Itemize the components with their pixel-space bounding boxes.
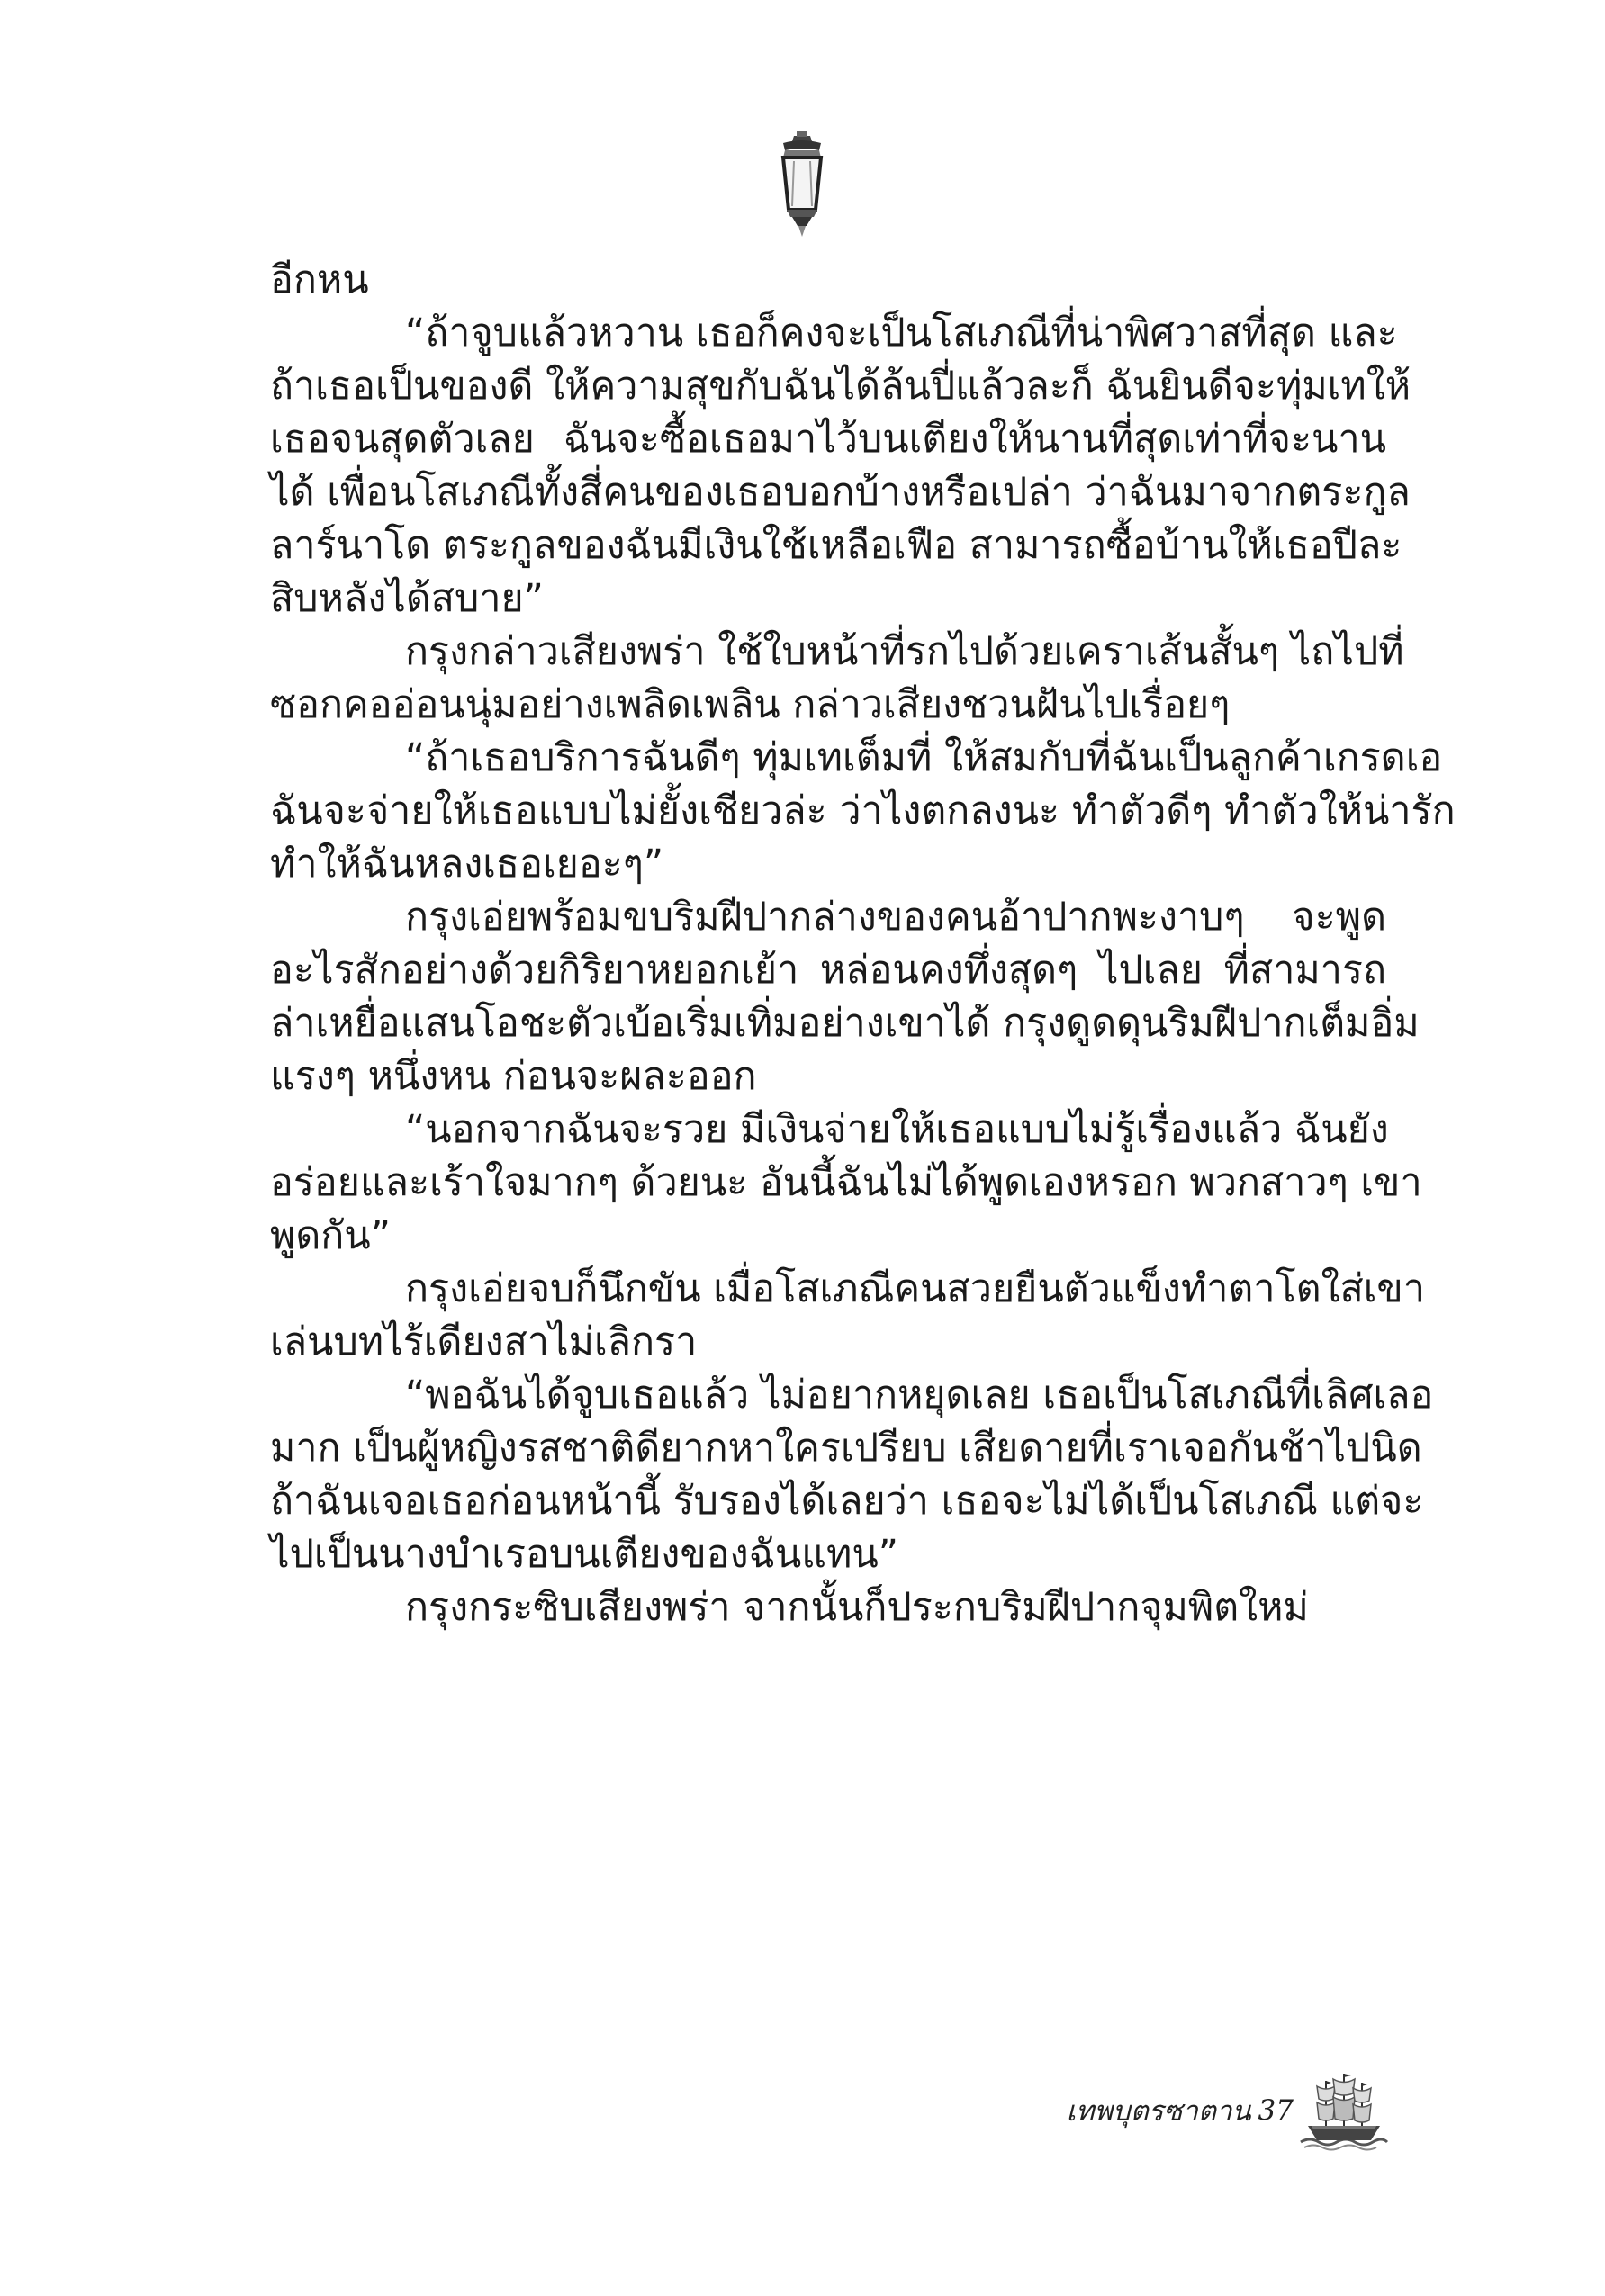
text-line: ถ้าเธอเป็นของดี ให้ความสุขกับฉันได้ล้นปี่แล้วละก็ ฉันยินดีจะทุ่มเทให้ — [270, 364, 1411, 409]
text-line: กรุงกล่าวเสียงพร่า ใช้ใบหน้าที่รกไปด้วยเคราเส้นสั้นๆ ไถไปที่ — [405, 629, 1404, 674]
text-line: ได้ เพื่อนโสเภณีทั้งสี่คนของเธอบอกบ้างหรือเปล่า ว่าฉันมาจากตระกูล — [270, 470, 1411, 515]
text-line: อีกหน — [270, 257, 369, 302]
text-line: แรงๆ หนึ่งหน ก่อนจะผละออก — [270, 1054, 757, 1099]
text-line: “ถ้าเธอบริการฉันดีๆ ทุ่มเทเต็มที่ ให้สมกับที่ฉันเป็นลูกค้าเกรดเอ — [405, 735, 1443, 780]
text-line: กรุงเอ่ยพร้อมขบริมฝีปากล่างของคนอ้าปากพะงาบๆ จะพูด — [405, 895, 1386, 940]
text-line: เล่นบทไร้เดียงสาไม่เลิกรา — [270, 1319, 698, 1364]
text-line: มาก เป็นผู้หญิงรสชาติดียากหาใครเปรียบ เสียดายที่เราเจอกันช้าไปนิด — [270, 1426, 1422, 1471]
text-line: ทำให้ฉันหลงเธอเยอะๆ” — [270, 842, 664, 887]
page-number: 37 — [1258, 2094, 1294, 2127]
text-line: กรุงเอ่ยจบก็นึกขัน เมื่อโสเภณีคนสวยยืนตัวแข็งทำตาโตใส่เขา — [405, 1266, 1425, 1311]
text-line: เธอจนสุดตัวเลย ฉันจะซื้อเธอมาไว้บนเตียงให้นานที่สุดเท่าที่จะนาน — [270, 417, 1386, 462]
text-line: อร่อยและเร้าใจมากๆ ด้วยนะ อันนี้ฉันไม่ได้พูดเองหรอก พวกสาวๆ เขา — [270, 1160, 1422, 1205]
text-line: “ถ้าจูบแล้วหวาน เธอก็คงจะเป็นโสเภณีที่น่าพิศวาสที่สุด และ — [405, 311, 1398, 356]
text-line: ซอกคออ่อนนุ่มอย่างเพลิดเพลิน กล่าวเสียงชวนฝันไปเรื่อยๆ — [270, 682, 1231, 727]
text-line: “นอกจากฉันจะรวย มีเงินจ่ายให้เธอแบบไม่รู้เรื่องแล้ว ฉันยัง — [405, 1107, 1389, 1152]
lantern-icon — [771, 131, 834, 239]
text-line: อะไรสักอย่างด้วยกิริยาหยอกเย้า หล่อนคงทึ่งสุดๆ ไปเลย ที่สามารถ — [270, 948, 1386, 993]
text-line: ลาร์นาโด ตระกูลของฉันมีเงินใช้เหลือเฟือ สามารถซื้อบ้านให้เธอปีละ — [270, 523, 1402, 568]
sailing-ship-icon — [1299, 2070, 1389, 2151]
text-line: ถ้าฉันเจอเธอก่อนหน้านี้ รับรองได้เลยว่า เธอจะไม่ได้เป็นโสเภณี แต่จะ — [270, 1479, 1424, 1524]
body-text — [270, 254, 1456, 1634]
text-line: ฉันจะจ่ายให้เธอแบบไม่ยั้งเชียวล่ะ ว่าไงตกลงนะ ทำตัวดีๆ ทำตัวให้น่ารัก — [270, 788, 1456, 833]
book-title: เทพบุตรซาตาน — [1066, 2095, 1251, 2128]
page-footer — [1066, 2070, 1389, 2151]
text-line: พูดกัน” — [270, 1213, 391, 1258]
text-line: กรุงกระซิบเสียงพร่า จากนั้นก็ประกบริมฝีปากจุมพิตใหม่ — [405, 1585, 1309, 1630]
text-line: “พอฉันได้จูบเธอแล้ว ไม่อยากหยุดเลย เธอเป็นโสเภณีที่เลิศเลอ — [405, 1373, 1434, 1418]
text-line: ล่าเหยื่อแสนโอชะตัวเบ้อเริ่มเทิ่มอย่างเขาได้ กรุงดูดดุนริมฝีปากเต็มอิ่ม — [270, 1001, 1420, 1046]
text-line: ไปเป็นนางบำเรอบนเตียงของฉันแทน” — [270, 1532, 899, 1577]
text-line: สิบหลังได้สบาย” — [270, 576, 544, 621]
